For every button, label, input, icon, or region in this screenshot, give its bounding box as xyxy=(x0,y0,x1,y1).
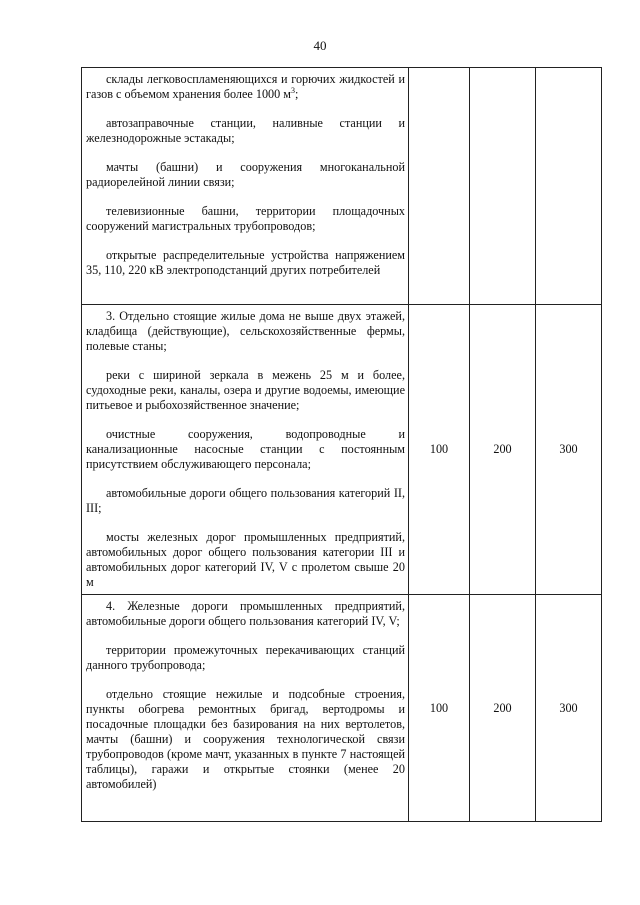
paragraph: отдельно стоящие нежилые и подсобные строения, пункты обогрева ремонтных бригад, вертодромы и посадочные площадки без базирования на них вертолетов, мачты (башни) и сооружения технологической связи трубопроводов (кроме мачт, указанных в пункте 7 настоящей таблицы), гаражи и открытые стоянки (менее 20 автомобилей) xyxy=(86,687,405,791)
distance-value-cell xyxy=(409,68,470,305)
paragraph: автомобильные дороги общего пользования категорий II, III; xyxy=(86,486,405,515)
paragraph: мачты (башни) и сооружения многоканальной радиорелейной линии связи; xyxy=(86,160,405,189)
distance-value-cell xyxy=(536,68,602,305)
distance-value-cell xyxy=(470,68,536,305)
paragraph: 3. Отдельно стоящие жилые дома не выше двух этажей, кладбища (действующие), сельскохозяйственные фермы, полевые станы; xyxy=(86,309,405,353)
distance-value-cell: 300 xyxy=(536,305,602,595)
table-row xyxy=(82,595,602,822)
paragraph: 4. Железные дороги промышленных предприятий, автомобильные дороги общего пользования категорий IV, V; xyxy=(86,599,405,628)
distance-value-cell: 200 xyxy=(470,305,536,595)
paragraph: склады легковоспламеняющихся и горючих жидкостей и газов с объемом хранения более 1000 $м^3$; xyxy=(86,72,405,101)
paragraph: территории промежуточных перекачивающих станций данного трубопровода; xyxy=(86,643,405,672)
page-number: 40 xyxy=(313,38,327,53)
paragraph: открытые распределительные устройства напряжением 35, 110, 220 кВ электроподстанций других потребителей xyxy=(86,248,405,277)
object-description-cell xyxy=(82,595,409,822)
object-description-cell xyxy=(82,305,409,595)
paragraph: мосты железных дорог промышленных предприятий, автомобильных дорог общего пользования категории III и автомобильных дорог категорий IV, V с пролетом свыше 20 м xyxy=(86,530,405,589)
paragraph: реки с шириной зеркала в межень 25 м и более, судоходные реки, каналы, озера и другие водоемы, имеющие питьевое и рыбохозяйственное значение; xyxy=(86,368,405,412)
distance-value-cell: 200 xyxy=(470,595,536,822)
table-row xyxy=(82,68,602,305)
distance-value-cell: 100 xyxy=(409,305,470,595)
object-description-cell xyxy=(82,68,409,305)
distance-table xyxy=(81,67,602,822)
paragraph: очистные сооружения, водопроводные и канализационные насосные станции с постоянным присутствием обслуживающего персонала; xyxy=(86,427,405,471)
table-row xyxy=(82,305,602,595)
paragraph: телевизионные башни, территории площадочных сооружений магистральных трубопроводов; xyxy=(86,204,405,233)
distance-value-cell: 100 xyxy=(409,595,470,822)
distance-value-cell: 300 xyxy=(536,595,602,822)
paragraph: автозаправочные станции, наливные станции и железнодорожные эстакады; xyxy=(86,116,405,145)
